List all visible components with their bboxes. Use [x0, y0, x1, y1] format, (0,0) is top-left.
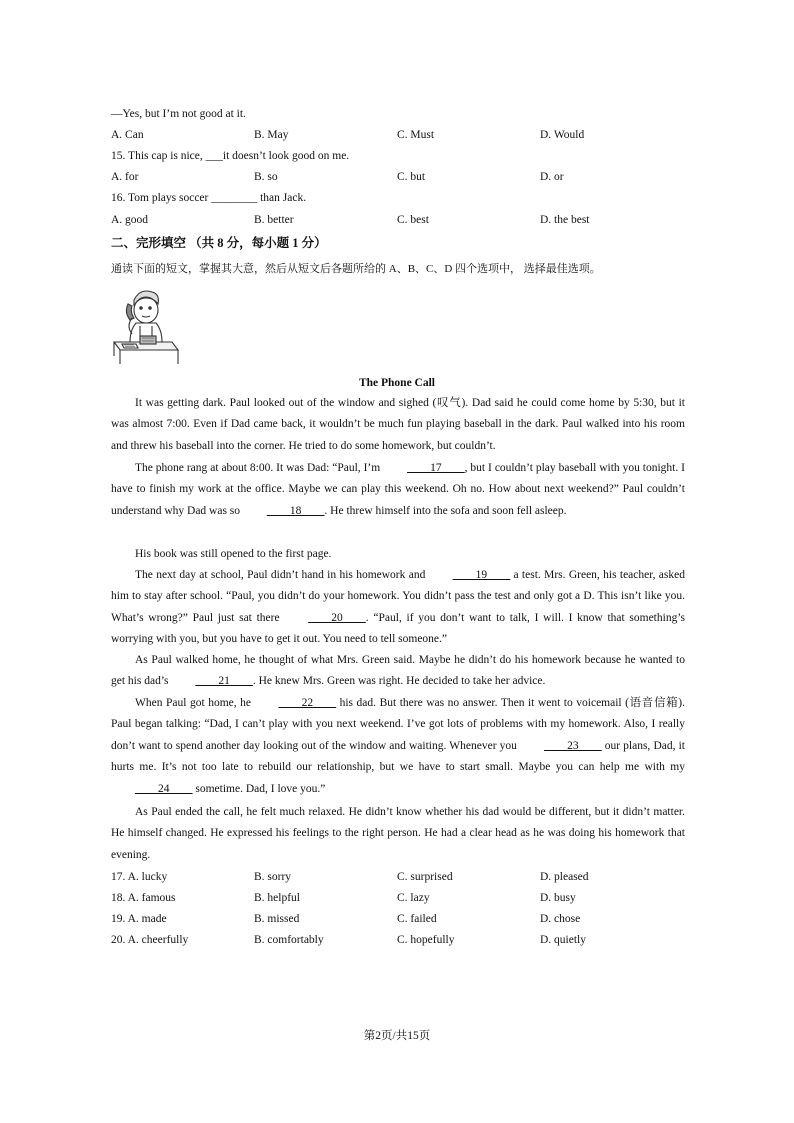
option-b: B. so [254, 171, 278, 183]
option-b: B. May [254, 129, 289, 141]
question-19-options [111, 911, 711, 927]
option-d: D. Would [540, 129, 585, 141]
answer-line: —Yes, but I’m not good at it. [111, 108, 246, 120]
q15-options [111, 169, 711, 185]
story-paragraph-6: When Paul got home, he ____22____ his dad. But there was no answer. Then it went to voicemail (语音信箱). Paul began talking: “Dad, I can’t play with you next weekend. I’ve got lots of problems with my homework. Also, I really don’t want to spend another day looking out of the window and waiting. Whenever you ____23____ our plans, Dad, it hurts me. It’s not too late to rebuild our relationship, but we have to start small. Maybe you can help me with my ____24____ sometime. Dad, I love you.” [111, 693, 685, 800]
option-b: B. comfortably [254, 934, 324, 946]
blank-23: ____23____ [544, 739, 602, 752]
blank-17: ____17____ [407, 462, 465, 474]
blank-22: ____22____ [278, 697, 337, 709]
option-a: 18. A. famous [111, 892, 176, 904]
boy-on-phone-illustration [110, 286, 182, 368]
option-b: B. missed [254, 913, 300, 925]
q14-options [111, 127, 711, 143]
option-c: C. best [397, 214, 429, 226]
option-c: C. failed [397, 913, 437, 925]
option-a: A. Can [111, 129, 144, 141]
option-a: A. for [111, 171, 139, 183]
section-heading: 二、完形填空 （共 8 分，每小题 1 分） [111, 236, 327, 250]
story-paragraph-7: As Paul ended the call, he felt much relaxed. He didn’t know whether his dad would be different, but it didn’t matter. He himself changed. He expressed his feelings to the right person. He had a clear head as he was doing his homework that evening. [111, 806, 685, 861]
option-d: D. or [540, 171, 564, 183]
option-a: 19. A. made [111, 913, 167, 925]
q15-stem: 15. This cap is nice, ___it doesn’t look good on me. [111, 150, 350, 162]
option-a: 17. A. lucky [111, 871, 168, 883]
section-instruction: 通读下面的短文，掌握其大意，然后从短文后各题所给的 A、B、C、D 四个选项中， 选择最佳选项。 [111, 263, 601, 275]
option-c: C. but [397, 171, 426, 183]
blank-24: ____24____ [135, 782, 193, 795]
option-a: 20. A. cheerfully [111, 934, 189, 946]
option-d: D. the best [540, 214, 590, 226]
question-20-options [111, 932, 711, 948]
option-d: D. chose [540, 913, 581, 925]
story-title: The Phone Call [358, 377, 436, 389]
option-b: B. sorry [254, 871, 292, 883]
page-footer: 第2页/共15页 [363, 1030, 431, 1042]
q16-stem: 16. Tom plays soccer ________ than Jack. [111, 192, 307, 204]
blank-19: ____19____ [452, 569, 511, 581]
option-c: C. hopefully [397, 934, 455, 946]
blank-21: ____21____ [195, 675, 253, 688]
option-d: D. pleased [540, 871, 589, 883]
option-d: D. quietly [540, 934, 586, 946]
option-b: B. better [254, 214, 294, 226]
question-18-options [111, 890, 711, 906]
question-17-options [111, 869, 711, 885]
option-c: C. surprised [397, 871, 453, 883]
q16-options [111, 212, 711, 228]
story-paragraph-2: The phone rang at about 8:00. It was Dad: “Paul, I’m ____17____, but I couldn’t play baseball with you tonight. I have to finish my work at the office. Maybe we can play this weekend. Oh no. How about next weekend?” Paul couldn’t understand why Dad was so ____18____. He threw himself into the sofa and soon fell asleep. [111, 458, 685, 522]
story-paragraph-3: His book was still opened to the first page. [135, 548, 332, 560]
option-c: C. Must [397, 129, 435, 141]
story-paragraph-5: As Paul walked home, he thought of what Mrs. Green said. Maybe he didn’t do his homework because he wanted to get his dad’s ____21____. He knew Mrs. Green was right. He decided to take her advice. [111, 650, 685, 693]
blank-20: ____20____ [308, 611, 366, 624]
option-d: D. busy [540, 892, 576, 904]
blank-18: ____18____ [266, 504, 325, 517]
option-b: B. helpful [254, 892, 300, 904]
option-a: A. good [111, 214, 149, 226]
story-paragraph-4: The next day at school, Paul didn’t hand in his homework and ____19____ a test. Mrs. Green, his teacher, asked him to stay after school. “Paul, you didn’t do your homework. You didn’t pass the test and only got a D. This isn’t like you. What’s wrong?” Paul just sat there ____20____. “Paul, if you don’t want to talk, I will. I know that something’s worrying with you, but you have to get it out. You need to tell someone.” [111, 565, 685, 651]
option-c: C. lazy [397, 892, 430, 904]
story-paragraph-1: It was getting dark. Paul looked out of the window and sighed (叹气). Dad said he could come home by 5:30, but it was almost 7:00. Even if Dad came back, it wouldn’t be much fun playing baseball in the dark. Paul walked into his room and threw his baseball into the corner. He tried to do some homework, but couldn’t. [111, 397, 685, 452]
